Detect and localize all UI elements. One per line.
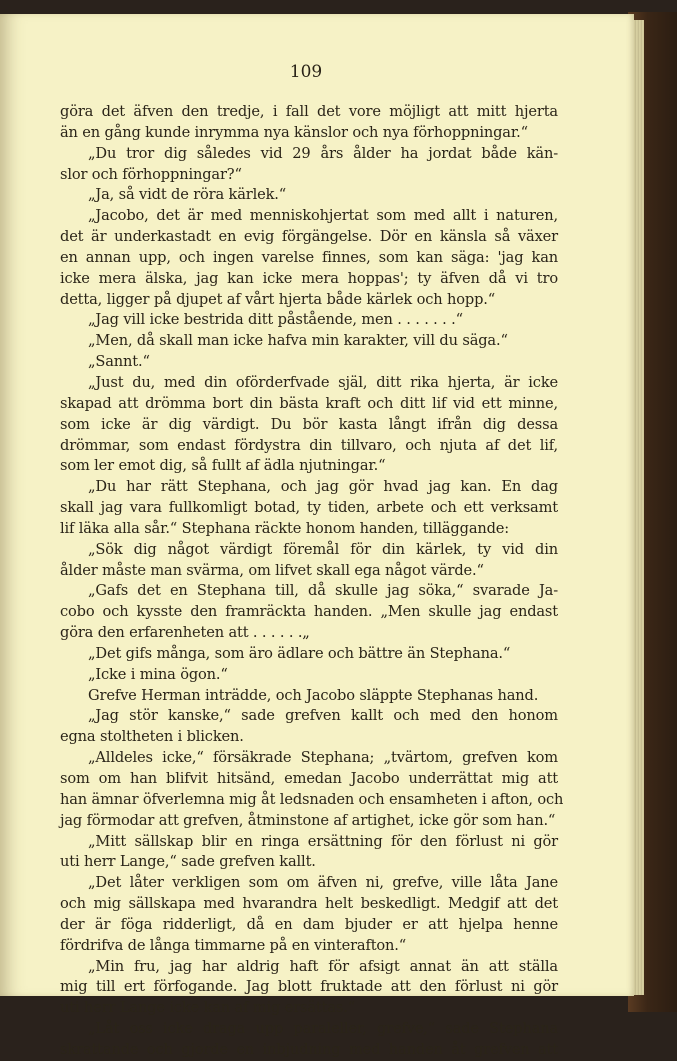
text-line: och mig sällskapa med hvarandra helt beskedligt. Medgif att det [60,895,558,913]
text-line: lif läka alla sår.“ Stephana räckte honom handen, tilläggande: [60,519,510,537]
text-line: uti herr Lange,“ sade grefven kallt. [60,853,316,871]
text-line: som ler emot dig, så fullt af ädla njutningar.“ [60,457,386,475]
page-number: 109 [289,62,323,82]
text-line: „Men, då skall man icke hafva min karakter, vill du säga.“ [88,332,508,350]
text-line: detta, ligger på djupet af vårt hjerta både kärlek och hopp.“ [60,290,496,308]
text-line: „Jag vill icke bestrida ditt påstående, men . . . . . . .“ [88,311,463,329]
text-line: egna stoltheten i blicken. [60,728,244,746]
text-line: det är underkastadt en evig förgängelse. Dör en känsla så växer [60,228,558,246]
text-line: mig till ert förfogande. Jag blott fruktade att den förlust ni gör [60,978,558,996]
text-line: cobo och kysste den framräckta handen. „Men skulle jag endast [60,603,558,621]
text-line: som om han blifvit hitsänd, emedan Jacobo underrättat mig att [60,770,558,787]
text-line: en annan upp, och ingen varelse finnes, som kan säga: 'jag kan [60,248,558,266]
text-line: „Jag stör kanske,“ sade grefven kallt och med den honom [88,707,558,725]
page-text [60,102,564,1061]
text-line: göra den erfarenheten att . . . . . .„ [60,624,310,642]
text-line: „Mitt sällskap blir en ringa ersättning för den förlust ni gör [88,832,558,850]
text-line: än en gång kunde inrymma nya känslor och nya förhoppningar.“ [60,123,528,141]
text-line: som icke är dig värdigt. Du bör kasta långt ifrån dig dessa [60,415,558,433]
text-line: „Det låter verkligen som om äfven ni, grefve, ville låta Jane [88,874,558,892]
text-line: „Alldeles icke,“ försäkrade Stephana; „tvärtom, grefven kom [88,749,558,767]
text-line: der är föga ridderligt, då en dam bjuder er att hjelpa henne [60,915,558,933]
text-line: „Du tror dig således vid 29 års ålder ha jordat både kän- [88,144,558,162]
text-line: skall jag vara fullkomligt botad, ty tiden, arbete och ett verksamt [60,499,558,517]
text-line: „Du har rätt Stephana, och jag gör hvad jag kan. En dag [88,478,558,496]
text-line: uti herr Lange icke kan af mig ersättas.“ [60,999,356,1017]
text-line: „Gafs det en Stephana till, då skulle jag söka,“ svarade Ja- [88,582,558,600]
text-line: Grefve Herman inträdde, och Jacobo släppte Stephanas hand. [88,686,539,704]
text-line: „Just du, med din oförderfvade själ, ditt rika hjerta, är icke [88,373,558,391]
text-line: „Sök dig något värdigt föremål för din kärlek, ty vid din [88,540,558,558]
text-line: „Icke i mina ögon.“ [88,665,228,683]
text-line: göra det äfven den tredje, i fall det vore möjligt att mitt hjerta [60,103,558,120]
text-line: jag förmodar att grefven, åtminstone af artighet, icke gör som han.“ [60,811,556,829]
book-page [0,14,634,1058]
text-line: „Sannt.“ [88,353,150,371]
text-line: slor och förhoppningar?“ [60,165,242,183]
text-line: „Det gifs många, som äro ädlare och bättre än Stephana.“ [88,644,511,662]
text-line: ålder måste man svärma, om lifvet skall ega något värde.“ [60,561,484,579]
text-line: „Ja, så vidt de röra kärlek.“ [88,186,287,204]
text-line: skrattande och gjorde en inbjudning med handen åt grefven att [60,1040,558,1058]
text-line: skapad att drömma bort din bästa kraft och ditt lif vid ett minne, [60,394,558,412]
text-line: fördrifva de långa timmarne på en vinterafton.“ [60,936,407,954]
text-line: han ämnar öfverlemna mig åt ledsnaden och ensamheten i afton, och [60,790,564,808]
text-line: „Jacobo, det är med menniskohjertat som med allt i naturen, [88,207,558,225]
text-line: „Låt oss icke draga upp paraleller, grefve,“ sade Stephana [88,1020,558,1038]
text-line: drömmar, som endast fördystra din tillvaro, och njuta af det lif, [60,436,558,454]
text-line: icke mera älska, jag kan icke mera hoppas'; ty äfven då vi tro [60,269,558,287]
text-line: „Min fru, jag har aldrig haft för afsigt annat än att ställa [88,957,558,975]
